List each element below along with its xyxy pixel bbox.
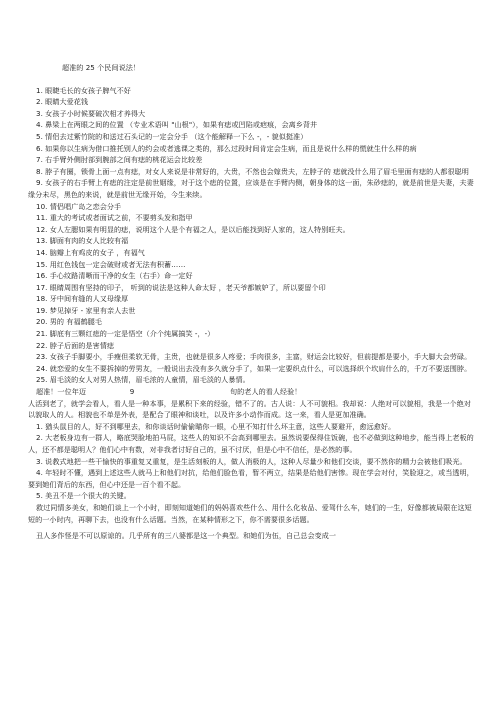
document-body xyxy=(28,62,476,542)
list-item: 16. 手心纹路清晰而干净的女生（右手）命一定好 xyxy=(36,271,193,281)
document-title: 超准的 25 个民间说法！ xyxy=(62,63,141,72)
list-item: 12. 女人左腮如果有明显的痣，说明这个人是个有福之人，是以后能找到好人家的，这人特别旺夫。 xyxy=(36,224,350,234)
list-item: 13. 脚面有肉的女人比较有福 xyxy=(36,236,129,246)
list-item: 14. 脑瓣上有鸡皮的女子 ，有福气 xyxy=(36,247,145,257)
list-item: 19. 梦见掉牙 - 家里有亲人去世 xyxy=(36,305,136,315)
advice-item: 3. 说教式地把一些干愉快的事重复又重复，是生活刻板的人，做人消极的人，这种人尽量少和他们交谈，要不然你的精力会被他们吸光。 xyxy=(36,456,467,466)
list-item: 1. 眼睫毛长的女孩子脾气不好 xyxy=(36,85,131,95)
list-item: 10. 情侣唱广岛之恋会分手 xyxy=(36,201,122,211)
advice-item: 4. 年轻时不懂，遇到上述这些人就马上和他们对抗，给他们脸色看，暂不两立，结果是给他们害惨。现在学会对付，笑脸迎之，或当透明，要到她们背后的东西，但心中还是一百个看不起。 xyxy=(28,468,474,489)
second-intro-end: 旬的老人的看人经验！ xyxy=(230,387,302,397)
advice-item: 1. 猶头鼠目的人，好不到哪里去，和你谈话时偷偷瞄你一眼，心里不知打什么坏主意，这些人要避开，愈远愈好。 xyxy=(36,421,396,431)
list-item: 21. 脚底有三颗红痣的一定是悟空（介个纯属搞笑 -，-） xyxy=(36,329,215,339)
list-item: 3. 女孩子小时候要破次相才养得大 xyxy=(36,108,146,118)
list-item: 18. 牙中间有缝的人又母缘厚 xyxy=(36,294,129,304)
list-item: 8. 脖子有圈，锁骨上面一点有痣，对女人来说是非常好的，大贵，不然也会嫁贵夫，左脖子的 痣就没什么用了眉毛里面有痣的人都很聪明 xyxy=(36,166,469,176)
sayings-list xyxy=(28,85,476,386)
list-item: 17. 眼睛周围有坚持的印子， 听到的说法是这种人命太好 ，老天爷都嫉妒了，所以要留个印 xyxy=(36,282,326,292)
list-item: 11. 重大的考试或者面试之前，不要剪头发和指甲 xyxy=(36,213,193,223)
second-intro-paragraph: 人活到老了，就学会看人，看人是一种本事，是累积下来的经验，错不了的。古人说：人不可貌相。我却说：人绝对可以貌相，我是一个绝对以貌取人的人。相貌也不单是外表，是配合了眼神和谈吐，以及许多小动作而成。这一来，看人是更加准确。 xyxy=(28,398,471,420)
list-item: 9. 女孩子的右手臂上有痣的注定是前世姻缘，对于这个痣的位置，应该是在手臂内侧，朝身体的这一面，朱砂痣的，就是前世是夫妻，夫妻缘分未尽，黑色的来说，就是前世无缘开始，今生来续。 xyxy=(28,178,474,199)
final-line: 丑人多作怪是不可以原谅的。几乎所有的三八婆都是这一个典型。和她们为伍，自己总会变成一 xyxy=(36,531,337,541)
list-item: 20. 男的 有福鹤腿毛 xyxy=(36,317,103,327)
list-item: 5. 情侣去过紫竹院的和送过石头记的一定会分手 （这个能解释一下么 -，- 貌似挺准） xyxy=(36,131,308,141)
list-item: 22. 脖子后面的是害情痣 xyxy=(36,340,115,350)
list-item: 7. 右手臂外侧肘部到腕部之间有痣的桃花运会比较差 xyxy=(36,155,203,165)
advice-list xyxy=(28,421,476,502)
list-item: 23. 女孩子手脚要小，手瘦但柔软无骨，主贵，也就是很多人疼爱；手肉很多，主富，财运会比较好，但前提都是要小，手大脚大会劳碌。 xyxy=(36,352,472,362)
list-item: 24. 就恋爱的女生不要拆掉的劳男友，一般说出去没有多久就分手了，如果一定要织点什么，可以选择织个坎肩什么的，千万不要送围脖。 xyxy=(36,363,472,373)
second-section-heading xyxy=(28,386,476,398)
list-item: 6. 如果你以生病为借口推托别人的约会或者逃课之类的，那么过段时间肯定会生病，而且是说什么样的慌就生什么样的病 xyxy=(36,143,417,153)
page-number: 9 xyxy=(129,387,135,397)
second-intro-start: 超准！一位年迈 xyxy=(36,387,87,397)
closing-paragraph: 救过同情多美女，和她们谈上一个小时，即刻知道她们的妈妈喜欢些什么、用什么化妆品、爱驾什么车，她们的一生，好像都被局限在这短短的一小时内，再聊下去，也没有什么话题。当然，在某种情形之下，你不需要很多话题。 xyxy=(28,502,472,524)
advice-item: 5. 美丑不是一个很大的关键。 xyxy=(36,491,131,501)
list-item: 2. 眼睛大爱花钱 xyxy=(36,97,89,107)
list-item: 4. 鼻梁上在两眼之间的位置 （专业术语叫 "山根"），如果有痣或凹陷或疤痕，会离乡背井 xyxy=(36,120,318,130)
list-item: 15. 用红色钱包一定会破财或者无法有积蓄…… xyxy=(36,259,186,269)
list-item: 25. 眉毛淡的女人对男人热情，眉毛浓的人童情，眉毛淡的人暴情。 xyxy=(36,375,250,385)
advice-item: 2. 大老板身边有一群人，略底哭脸地拍马屁，这些人的知识不会高到哪里去。虽然说要保得住饭碗，也不必做到这种地步，能当得上老板的人，还不都是聪明人？他们心中有数，对非我者讨好自己的，虽不讨厌，但是心中不信任，是必然的事。 xyxy=(28,433,474,454)
